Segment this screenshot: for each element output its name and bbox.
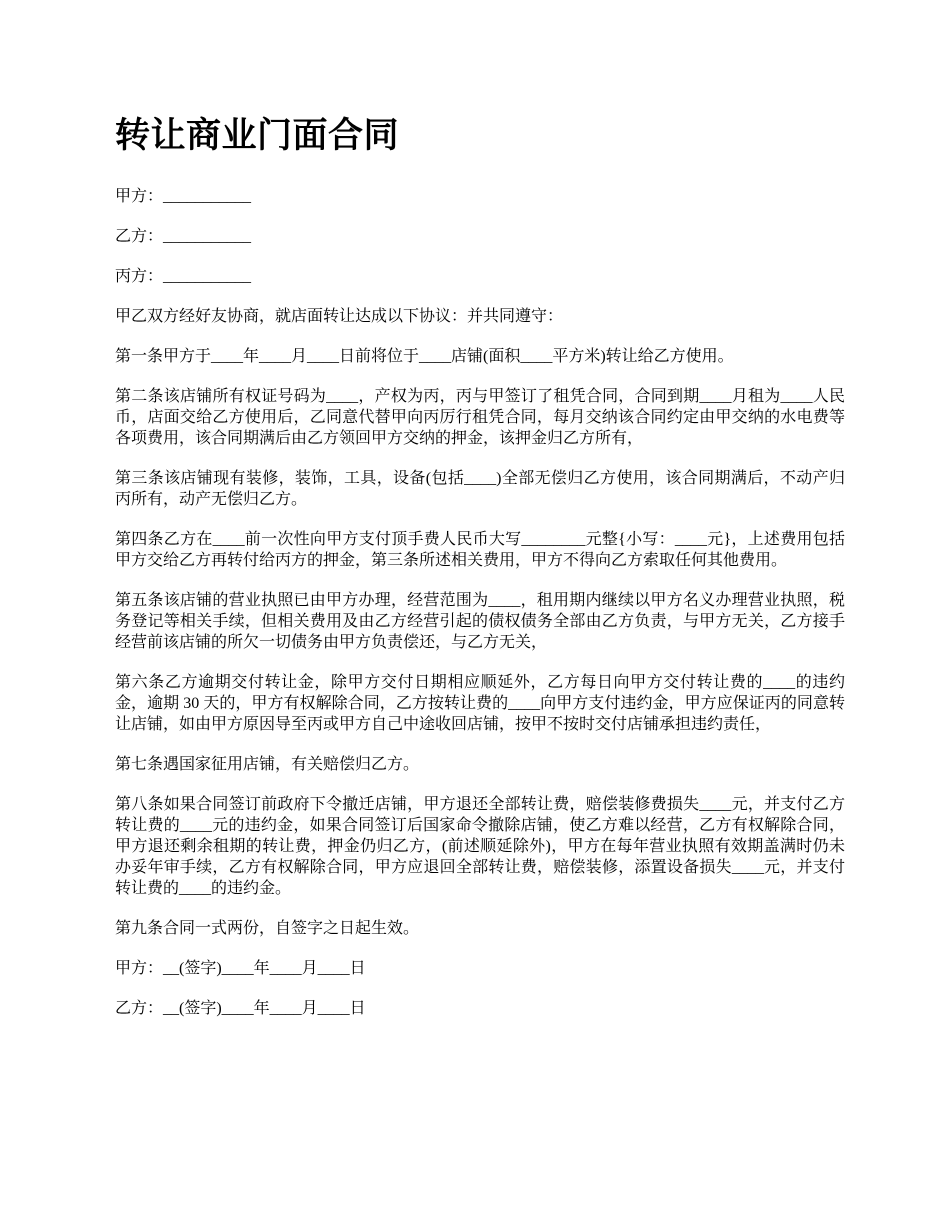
party-b-line: 乙方：___________ (115, 228, 252, 245)
preamble: 甲乙双方经好友协商，就店面转让达成以下协议：并共同遵守： (115, 308, 564, 325)
signature-party-b: 乙方：__(签字)____年____月____日 (115, 1000, 366, 1017)
party-c-line: 丙方：___________ (115, 268, 252, 285)
document-title: 转让商业门面合同 (115, 116, 400, 156)
article-2: 第二条该店铺所有权证号码为____，产权为丙，丙与甲签订了租凭合同，合同到期____月租为____人民币，店面交给乙方使用后，乙同意代替甲向丙厉行租凭合同，每月交纳该合同约定由甲交纳的水电费等各项费用，该合同期满后由乙方领回甲方交纳的押金，该押金归乙方所有， (115, 388, 845, 447)
article-4: 第四条乙方在____前一次性向甲方支付顶手费人民币大写________元整{小写：____元}，上述费用包括甲方交给乙方再转付给丙方的押金，第三条所述相关费用，甲方不得向乙方索取任何其他费用。 (115, 531, 845, 569)
article-5: 第五条该店铺的营业执照已由甲方办理，经营范围为____，租用期内继续以甲方名义办理营业执照，税务登记等相关手续，但相关费用及由乙方经营引起的债权债务全部由乙方负责，与甲方无关，乙方接手经营前该店铺的所欠一切债务由甲方负责偿还，与乙方无关， (115, 592, 845, 651)
document-page (115, 112, 845, 1038)
signature-party-a: 甲方：__(签字)____年____月____日 (115, 960, 366, 977)
article-1: 第一条甲方于____年____月____日前将位于____店铺(面积____平方米)转让给乙方使用。 (115, 348, 734, 365)
article-6: 第六条乙方逾期交付转让金，除甲方交付日期相应顺延外，乙方每日向甲方交付转让费的____的违约金，逾期 30 天的，甲方有权解除合同，乙方按转让费的____向甲方支付违约金，甲方应保证丙的同意转让店铺，如由甲方原因导至丙或甲方自己中途收回店铺，按甲不按时交付店铺承担违约责任， (115, 674, 845, 733)
article-8: 第八条如果合同签订前政府下令撤迁店铺，甲方退还全部转让费，赔偿装修费损失____元，并支付乙方转让费的____元的违约金，如果合同签订后国家命令撤除店铺，使乙方难以经营，乙方有权解除合同，甲方退还剩余租期的转让费，押金仍归乙方，(前述顺延除外)，甲方在每年营业执照有效期盖满时仍未办妥年审手续，乙方有权解除合同，甲方应退回全部转让费，赔偿装修，添置设备损失____元，并支付转让费的____的违约金。 (115, 796, 845, 897)
party-a-line: 甲方：___________ (115, 188, 252, 205)
article-9: 第九条合同一式两份，自签字之日起生效。 (115, 920, 420, 937)
article-7: 第七条遇国家征用店铺，有关赔偿归乙方。 (115, 756, 420, 773)
article-3: 第三条该店铺现有装修，装饰，工具，设备(包括____)全部无偿归乙方使用，该合同期满后，不动产归丙所有，动产无偿归乙方。 (115, 470, 845, 508)
